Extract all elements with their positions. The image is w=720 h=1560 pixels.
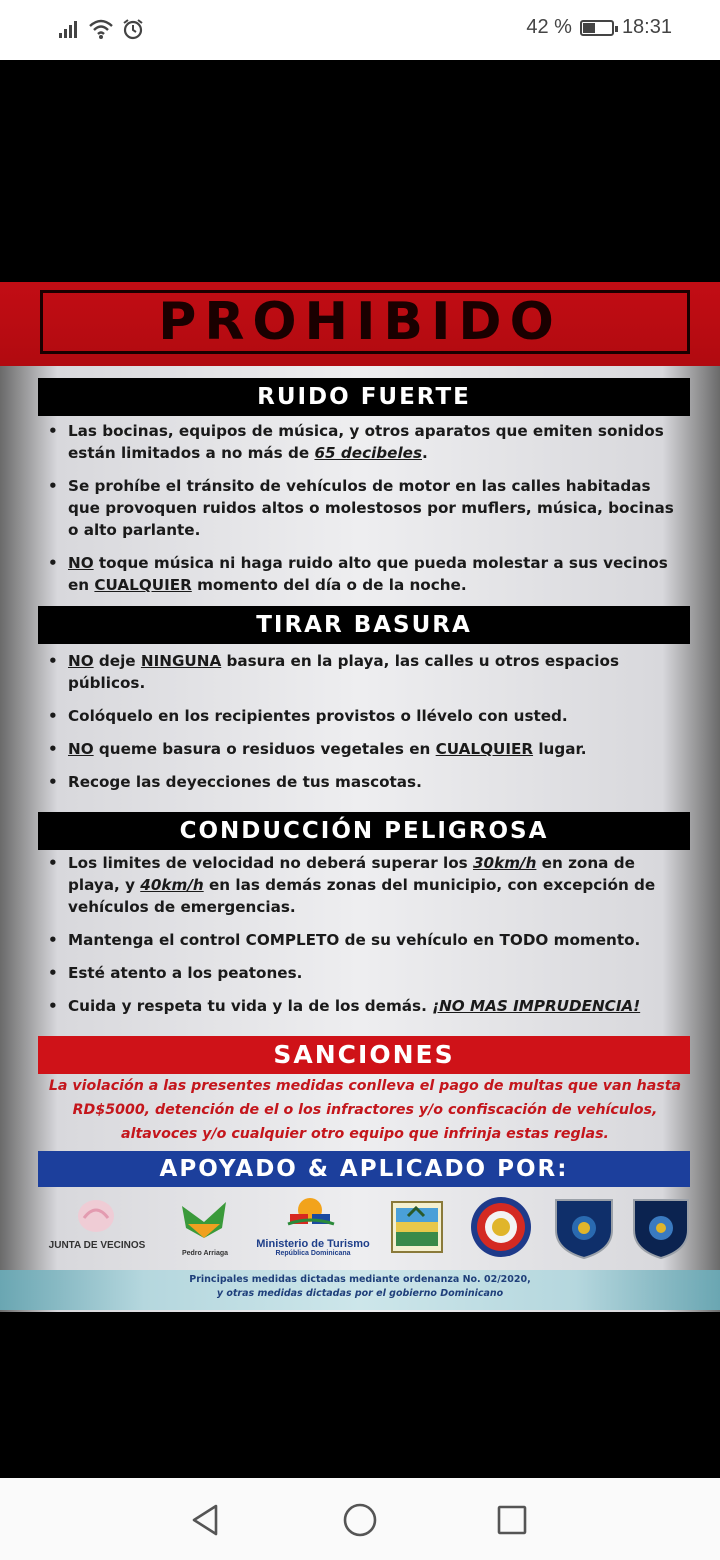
list-item: • Recoge las deyecciones de tus mascotas. [46,771,682,793]
recents-square-icon [496,1504,528,1536]
back-button[interactable] [188,1502,224,1538]
home-button[interactable] [342,1502,378,1538]
battery-fill [583,23,595,33]
municipal-logo: Pedro Arriaga [170,1194,240,1264]
list-item: • Esté atento a los peatones. [46,962,682,984]
list-item: • Los limites de velocidad no deberá superar los 30km/h en zona de playa, y 40km/h en las demás zonas del municipio, con excepción de vehículos de emergencias. [46,852,682,918]
status-right [526,16,672,39]
ministerio-turismo-logo: Ministerio de Turismo República Dominicana [248,1194,378,1266]
turismo-emblem [248,1194,378,1234]
battery-percent: 42 % [526,16,572,38]
municipal-shield-logo [388,1194,446,1266]
status-icons-left [58,18,144,40]
list-item: • Cuida y respeta tu vida y la de los demás. ¡NO MAS IMPRUDENCIA! [46,995,682,1017]
police-nacional-emblem [630,1194,692,1260]
junta-de-vecinos-logo: JUNTA DE VECINOS [38,1194,156,1264]
junta-de-vecinos-emblem [38,1194,156,1244]
home-circle-icon [342,1502,378,1538]
cesec-seal-logo [468,1194,534,1260]
image-viewer[interactable] [0,60,720,1478]
navigation-bar [0,1478,720,1560]
sanciones-text: La violación a las presentes medidas conlleva el pago de multas que van hasta RD$5000, detención de el o los infractores y/o confiscación de vehículos, altavoces y/o cualquier otro equipo que infrinja estas reglas. [48,1078,682,1142]
apoyado-heading: APOYADO & APLICADO POR: [38,1151,690,1187]
recents-button[interactable] [494,1502,530,1538]
battery-icon [580,20,614,36]
back-triangle-icon [190,1503,222,1537]
list-item: • NO queme basura o residuos vegetales en CUALQUIER lugar. [46,738,682,760]
list-item: • NO deje NINGUNA basura en la playa, las calles u otros espacios públicos. [46,650,682,694]
section-list-basura [46,650,682,804]
poster [0,282,720,1312]
alarm-icon [122,18,144,40]
footer-line-1: Principales medidas dictadas mediante ordenanza No. 02/2020, [189,1274,531,1285]
policia-nacional-badge-logo [630,1194,692,1266]
list-item: • Colóquelo en los recipientes provistos o llévelo con usted. [46,705,682,727]
list-item: • Mantenga el control COMPLETO de su vehículo en TODO momento. [46,929,682,951]
footer-band [0,1270,720,1310]
list-item: • NO toque música ni haga ruido alto que pueda molestar a sus vecinos en CUALQUIER momento del día o de la noche. [46,552,682,596]
municipal-emblem [170,1194,240,1246]
section-heading-conduccion: CONDUCCIÓN PELIGROSA [38,812,690,850]
status-bar [0,0,720,60]
section-heading-ruido: RUIDO FUERTE [38,378,690,416]
wifi-icon [88,18,114,40]
title-band [0,282,720,366]
section-list-conduccion [46,852,682,1028]
list-item: • Las bocinas, equipos de música, y otros aparatos que emiten sonidos están limitados a no más de 65 decibeles. [46,420,682,464]
footer-text [0,1273,720,1301]
sponsor-logos [30,1194,700,1266]
police-badge-emblem [552,1194,616,1260]
sanciones-heading: SANCIONES [38,1036,690,1074]
list-item: • Se prohíbe el tránsito de vehículos de motor en las calles habitadas que provoquen ruidos altos o molestosos por muflers, música, bocinas o alto parlante. [46,475,682,541]
poster-title: PROHIBIDO [158,292,562,352]
section-heading-basura: TIRAR BASURA [38,606,690,644]
policia-badge-logo [552,1194,616,1266]
section-list-ruido [46,420,682,607]
shield-emblem [388,1194,446,1260]
signal-icon [58,19,80,39]
clock: 18:31 [621,16,672,38]
seal-emblem [468,1194,534,1260]
footer-line-2: y otras medidas dictadas por el gobierno Dominicano [216,1288,504,1299]
